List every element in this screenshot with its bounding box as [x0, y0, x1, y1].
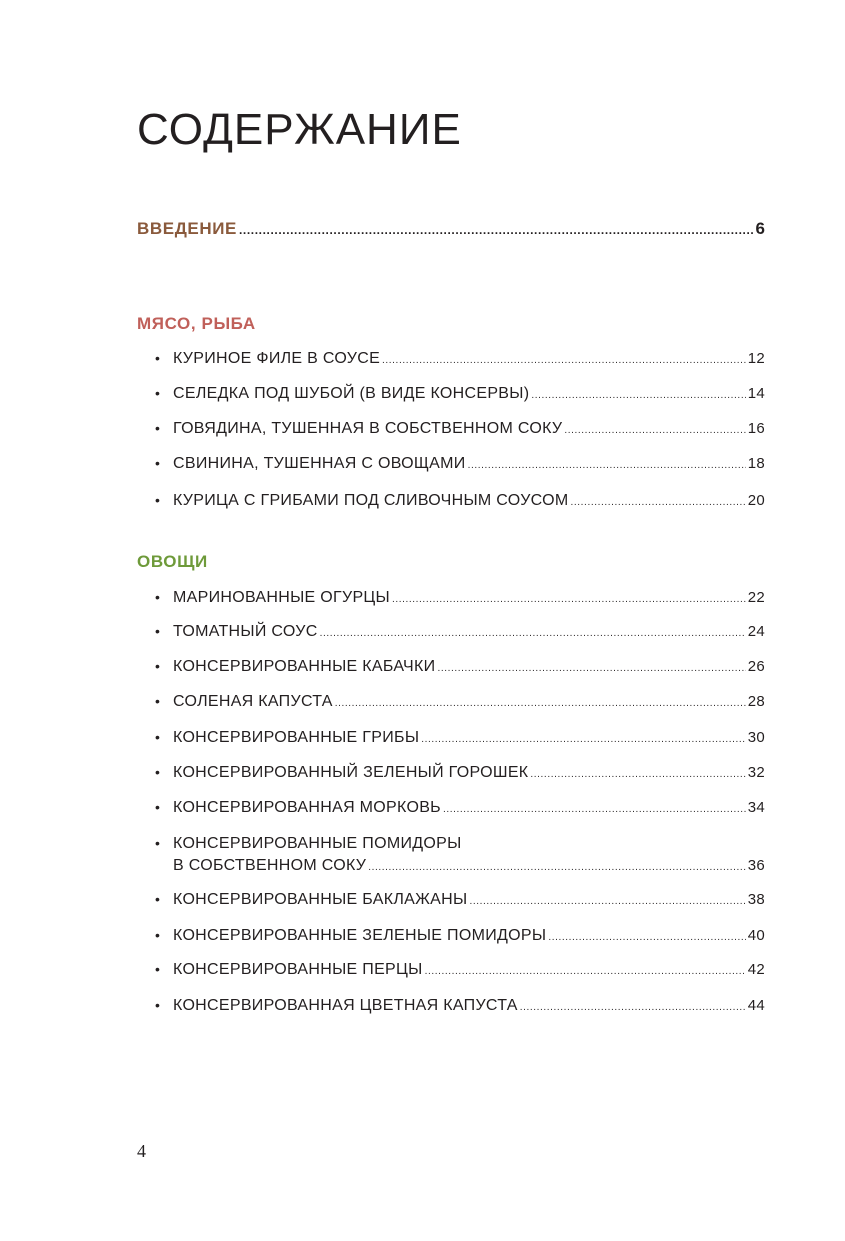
toc-leader-dots [425, 966, 746, 977]
toc-intro-row[interactable] [137, 219, 765, 239]
bullet: • [155, 420, 161, 436]
page-number: 4 [137, 1141, 146, 1161]
toc-entry-page: 26 [747, 658, 765, 675]
bullet: • [155, 927, 161, 943]
toc-leader-dots [564, 425, 745, 436]
toc-leader-dots [421, 734, 745, 745]
toc-entry[interactable] [155, 729, 765, 753]
bullet: • [155, 891, 161, 907]
toc-entry-title: КОНСЕРВИРОВАННЫЕ ЗЕЛЕНЫЕ ПОМИДОРЫ [173, 927, 547, 944]
bullet: • [155, 623, 161, 639]
toc-entry[interactable] [155, 385, 765, 409]
toc-entry-page: 12 [747, 350, 765, 367]
toc-entry-title: КОНСЕРВИРОВАННАЯ ЦВЕТНАЯ КАПУСТА [173, 997, 518, 1014]
toc-entry-page: 22 [747, 589, 765, 606]
toc-entry[interactable] [155, 764, 765, 788]
toc-intro-label: ВВЕДЕНИЕ [137, 219, 237, 238]
toc-entry-page: 32 [747, 764, 765, 781]
bullet: • [155, 961, 161, 977]
toc-leader-dots [437, 663, 745, 674]
toc-entry-page: 42 [747, 961, 765, 978]
toc-leader-dots [335, 698, 746, 709]
toc-entry[interactable] [155, 589, 765, 613]
bullet: • [155, 693, 161, 709]
toc-leader-dots [320, 628, 746, 639]
toc-entry-title: КОНСЕРВИРОВАННЫЕ ПЕРЦЫ [173, 961, 423, 978]
bullet: • [155, 799, 161, 815]
toc-entry-title: СВИНИНА, ТУШЕННАЯ С ОВОЩАМИ [173, 455, 466, 472]
toc-entry[interactable] [155, 420, 765, 444]
toc-leader-dots [571, 497, 746, 508]
toc-entry-page: 20 [747, 492, 765, 509]
toc-leader-dots [548, 932, 745, 943]
toc-entry-title: ГОВЯДИНА, ТУШЕННАЯ В СОБСТВЕННОМ СОКУ [173, 420, 563, 437]
bullet: • [155, 385, 161, 401]
toc-entry-title: ТОМАТНЫЙ СОУС [173, 623, 318, 640]
toc-entry-page: 16 [747, 420, 765, 437]
toc-entry-title: КУРИЦА С ГРИБАМИ ПОД СЛИВОЧНЫМ СОУСОМ [173, 492, 569, 509]
toc-leader-dots [530, 769, 745, 780]
bullet: • [155, 658, 161, 674]
toc-entry[interactable] [155, 891, 765, 915]
toc-entry[interactable] [155, 492, 765, 516]
toc-entry-title: КОНСЕРВИРОВАННЫЕ ГРИБЫ [173, 729, 420, 746]
toc-entry[interactable] [155, 927, 765, 951]
toc-leader-dots [468, 460, 746, 471]
toc-entry[interactable] [155, 693, 765, 717]
bullet: • [155, 997, 161, 1013]
toc-leader-dots [531, 390, 745, 401]
toc-leader-dots [469, 896, 745, 907]
toc-entry[interactable] [155, 623, 765, 647]
toc-entry[interactable] [155, 350, 765, 374]
bullet: • [155, 589, 161, 605]
toc-entry-title: МАРИНОВАННЫЕ ОГУРЦЫ [173, 589, 391, 606]
toc-entry-title-line1: КОНСЕРВИРОВАННЫЕ ПОМИДОРЫ [173, 835, 462, 852]
toc-entry-page: 18 [747, 455, 765, 472]
toc-entry-page: 44 [747, 997, 765, 1014]
toc-leader-dots [443, 804, 746, 815]
toc-entry-page: 38 [747, 891, 765, 908]
toc-entry[interactable] [155, 455, 765, 479]
toc-entry[interactable] [155, 658, 765, 682]
bullet: • [155, 835, 161, 851]
toc-entry-title: КОНСЕРВИРОВАННЫЕ КАБАЧКИ [173, 658, 436, 675]
toc-leader-dots [382, 355, 746, 366]
toc-leader-dots [368, 862, 745, 873]
toc-entry-page: 14 [747, 385, 765, 402]
toc-entry-page: 24 [747, 623, 765, 640]
toc-entry-title: КУРИНОЕ ФИЛЕ В СОУСЕ [173, 350, 381, 367]
section-heading-vegetables: ОВОЩИ [137, 552, 208, 571]
toc-leader-dots [239, 223, 754, 237]
toc-entry-page: 28 [747, 693, 765, 710]
toc-entry-page: 30 [747, 729, 765, 746]
toc-entry[interactable] [155, 961, 765, 985]
bullet: • [155, 455, 161, 471]
toc-entry-title: КОНСЕРВИРОВАННЫЕ БАКЛАЖАНЫ [173, 891, 468, 908]
bullet: • [155, 764, 161, 780]
toc-entry-title: КОНСЕРВИРОВАННАЯ МОРКОВЬ [173, 799, 441, 816]
toc-entry-page: 40 [747, 927, 765, 944]
toc-entry-title: СОЛЕНАЯ КАПУСТА [173, 693, 333, 710]
toc-intro-page: 6 [755, 219, 765, 238]
toc-entry-page: 34 [747, 799, 765, 816]
toc-entry-title-line2: В СОБСТВЕННОМ СОКУ [173, 857, 367, 874]
toc-entry[interactable] [155, 997, 765, 1021]
bullet: • [155, 350, 161, 366]
toc-entry[interactable] [155, 835, 765, 883]
toc-entry-title: КОНСЕРВИРОВАННЫЙ ЗЕЛЕНЫЙ ГОРОШЕК [173, 764, 529, 781]
toc-entry-title: СЕЛЕДКА ПОД ШУБОЙ (В ВИДЕ КОНСЕРВЫ) [173, 385, 530, 402]
bullet: • [155, 729, 161, 745]
toc-leader-dots [520, 1002, 746, 1013]
toc-entry-page: 36 [747, 857, 765, 874]
bullet: • [155, 492, 161, 508]
page-title: СОДЕРЖАНИЕ [137, 105, 462, 154]
toc-leader-dots [392, 594, 746, 605]
toc-entry[interactable] [155, 799, 765, 823]
section-heading-meat-fish: МЯСО, РЫБА [137, 314, 256, 333]
